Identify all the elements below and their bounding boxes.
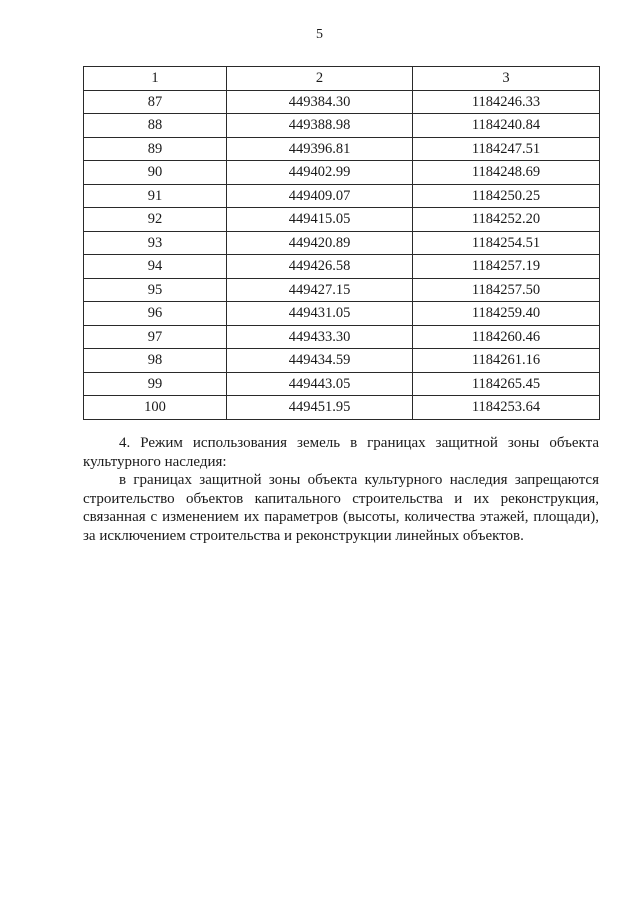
table-row xyxy=(84,161,600,185)
point-number-cell: 88 xyxy=(84,114,227,138)
y-coordinate-cell: 1184257.19 xyxy=(413,255,600,279)
table-row xyxy=(84,255,600,279)
section-heading: 4. Режим использования земель в границах защитной зоны объекта культурного наследия: xyxy=(83,435,599,470)
y-coordinate-cell: 1184250.25 xyxy=(413,184,600,208)
x-coordinate-cell: 449402.99 xyxy=(227,161,413,185)
table-row xyxy=(84,90,600,114)
point-number-cell: 96 xyxy=(84,302,227,326)
column-header: 3 xyxy=(413,67,600,91)
point-number-cell: 93 xyxy=(84,231,227,255)
x-coordinate-cell: 449427.15 xyxy=(227,278,413,302)
point-number-cell: 89 xyxy=(84,137,227,161)
point-number-cell: 94 xyxy=(84,255,227,279)
x-coordinate-cell: 449396.81 xyxy=(227,137,413,161)
x-coordinate-cell: 449426.58 xyxy=(227,255,413,279)
land-use-section xyxy=(83,434,599,545)
table-row xyxy=(84,302,600,326)
table-row xyxy=(84,372,600,396)
x-coordinate-cell: 449443.05 xyxy=(227,372,413,396)
point-number-cell: 87 xyxy=(84,90,227,114)
point-number-cell: 90 xyxy=(84,161,227,185)
table-row xyxy=(84,208,600,232)
coordinates-table xyxy=(83,66,600,420)
table-row xyxy=(84,278,600,302)
page-number: 5 xyxy=(316,27,323,42)
table-row xyxy=(84,137,600,161)
table-row xyxy=(84,184,600,208)
y-coordinate-cell: 1184260.46 xyxy=(413,325,600,349)
x-coordinate-cell: 449431.05 xyxy=(227,302,413,326)
x-coordinate-cell: 449384.30 xyxy=(227,90,413,114)
x-coordinate-cell: 449388.98 xyxy=(227,114,413,138)
y-coordinate-cell: 1184254.51 xyxy=(413,231,600,255)
table-row xyxy=(84,325,600,349)
x-coordinate-cell: 449415.05 xyxy=(227,208,413,232)
y-coordinate-cell: 1184257.50 xyxy=(413,278,600,302)
y-coordinate-cell: 1184259.40 xyxy=(413,302,600,326)
y-coordinate-cell: 1184246.33 xyxy=(413,90,600,114)
column-header: 1 xyxy=(84,67,227,91)
point-number-cell: 91 xyxy=(84,184,227,208)
table-row xyxy=(84,114,600,138)
table-body xyxy=(84,90,600,419)
y-coordinate-cell: 1184253.64 xyxy=(413,396,600,420)
table-header-row xyxy=(84,67,600,91)
y-coordinate-cell: 1184265.45 xyxy=(413,372,600,396)
y-coordinate-cell: 1184261.16 xyxy=(413,349,600,373)
point-number-cell: 97 xyxy=(84,325,227,349)
x-coordinate-cell: 449434.59 xyxy=(227,349,413,373)
y-coordinate-cell: 1184247.51 xyxy=(413,137,600,161)
x-coordinate-cell: 449409.07 xyxy=(227,184,413,208)
y-coordinate-cell: 1184240.84 xyxy=(413,114,600,138)
table-row xyxy=(84,349,600,373)
x-coordinate-cell: 449433.30 xyxy=(227,325,413,349)
point-number-cell: 95 xyxy=(84,278,227,302)
column-header: 2 xyxy=(227,67,413,91)
section-paragraph: в границах защитной зоны объекта культурного наследия запрещаются строительство объектов капитального строительства и их реконструкция, связанная с изменением их параметров (высоты, количества этажей, площади), за исключением строительства и реконструкции линейных объектов. xyxy=(83,472,599,544)
table-row xyxy=(84,396,600,420)
point-number-cell: 99 xyxy=(84,372,227,396)
point-number-cell: 92 xyxy=(84,208,227,232)
y-coordinate-cell: 1184252.20 xyxy=(413,208,600,232)
y-coordinate-cell: 1184248.69 xyxy=(413,161,600,185)
x-coordinate-cell: 449420.89 xyxy=(227,231,413,255)
x-coordinate-cell: 449451.95 xyxy=(227,396,413,420)
point-number-cell: 98 xyxy=(84,349,227,373)
table-row xyxy=(84,231,600,255)
point-number-cell: 100 xyxy=(84,396,227,420)
